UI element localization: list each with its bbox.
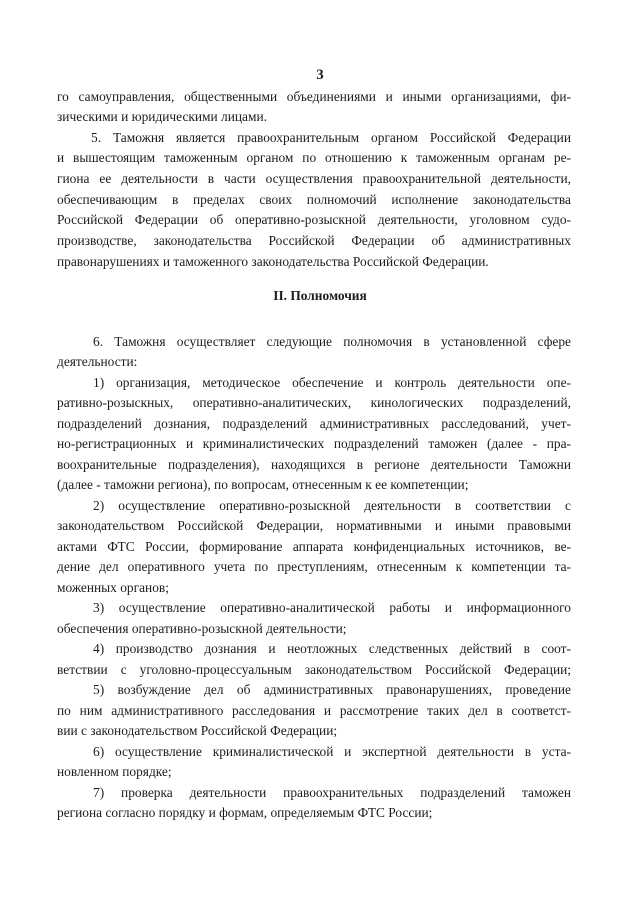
text-line: дение дел оперативного учета по преступлениям, отнесенным к компетенции та- — [57, 559, 571, 574]
text-line: региона согласно порядку и формам, определяемым ФТС России; — [57, 805, 433, 820]
text-line: новленном порядке; — [57, 764, 172, 779]
text-line: по ним административного расследования и рассмотрение таких дел в соответст- — [57, 703, 571, 718]
section-heading: II. Полномочия — [273, 288, 367, 303]
text-line: 4) производство дознания и неотложных следственных действий в соот- — [93, 641, 571, 656]
text-line: производстве, законодательства Российской Федерации об административных — [57, 233, 571, 248]
text-line: ративно-розыскных, оперативно-аналитических, кинологических подразделений, — [57, 395, 571, 410]
text-line: 6) осуществление криминалистической и экспертной деятельности в уста- — [93, 744, 571, 759]
page-number: 3 — [316, 67, 324, 83]
text-line: воохранительные подразделения), находящихся в регионе деятельности Таможни — [57, 457, 571, 472]
text-line: актами ФТС России, формирование аппарата конфиденциальных источников, ве- — [57, 539, 571, 554]
text-line: зическими и юридическими лицами. — [57, 109, 267, 124]
text-line: вии с законодательством Российской Федерации; — [57, 723, 338, 738]
text-line: обеспечения оперативно-розыскной деятельности; — [57, 621, 347, 636]
text-line: го самоуправления, общественными объединениями и иными организациями, фи- — [57, 89, 571, 104]
text-line: Российской Федерации об оперативно-розыскной деятельности, уголовном судо- — [57, 212, 571, 227]
text-line: 3) осуществление оперативно-аналитической работы и информационного — [93, 600, 571, 615]
text-line: гиона ее деятельности в части осуществления правоохранительной деятельности, — [57, 171, 571, 186]
text-line: (далее - таможни региона), по вопросам, отнесенным к ее компетенции; — [57, 477, 469, 492]
text-line: 5) возбуждение дел об административных правонарушениях, проведение — [93, 682, 571, 697]
text-line: 1) организация, методическое обеспечение и контроль деятельности опе- — [93, 375, 571, 390]
text-line: 6. Таможня осуществляет следующие полномочия в установленной сфере — [93, 334, 571, 349]
text-line: моженных органов; — [57, 580, 169, 595]
text-line: подразделений дознания, подразделений административных расследований, учет- — [57, 416, 571, 431]
text-line: и вышестоящим таможенным органом по отношению к таможенным органам ре- — [57, 150, 571, 165]
text-line: 7) проверка деятельности правоохранительных подразделений таможен — [93, 785, 571, 800]
text-line: законодательством Российской Федерации, нормативными и иными правовыми — [57, 518, 571, 533]
text-line: обеспечивающим в пределах своих полномочий исполнение законодательства — [57, 192, 571, 207]
text-line: правонарушениях и таможенного законодательства Российской Федерации. — [57, 254, 489, 269]
text-line: деятельности: — [57, 354, 138, 369]
text-line: ветствии с уголовно-процессуальным законодательством Российской Федерации; — [57, 662, 571, 677]
text-line: 5. Таможня является правоохранительным органом Российской Федерации — [91, 130, 571, 145]
text-line: но-регистрационных и криминалистических подразделений таможен (далее - пра- — [57, 436, 571, 451]
text-line: 2) осуществление оперативно-розыскной деятельности в соответствии с — [93, 498, 571, 513]
